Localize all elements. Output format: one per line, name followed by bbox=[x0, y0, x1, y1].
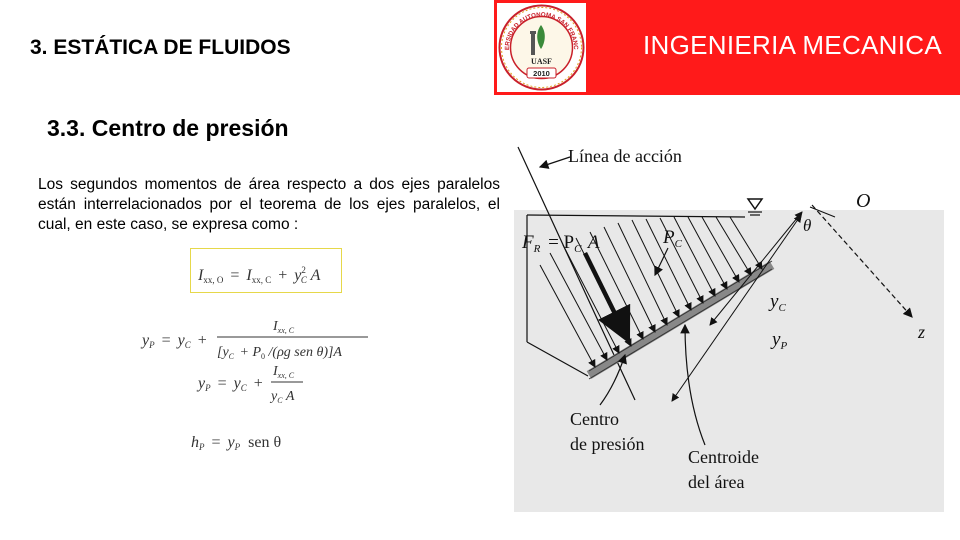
dimension-yC bbox=[710, 212, 802, 325]
university-logo bbox=[497, 3, 586, 92]
section-title: 3. ESTÁTICA DE FLUIDOS bbox=[30, 36, 291, 59]
svg-text:Ixx, C: $I_{xx, C}$ bbox=[273, 364, 295, 380]
equation-yp-pressure bbox=[140, 319, 368, 363]
equation-parallel-axis bbox=[197, 265, 321, 287]
label-z: z bbox=[918, 322, 926, 342]
svg-text:yP = yC +: yP = yC + bbox=[198, 375, 263, 393]
pressure-boundary bbox=[527, 215, 745, 217]
svg-text:hP = yP sen: hP = yP sen θ bbox=[191, 434, 282, 452]
label-pressure-at-centroid: $P_C$ bbox=[663, 227, 682, 250]
subsection-title: 3.3. Centro de presión bbox=[47, 115, 289, 141]
svg-text:yP = yC +: yP = yC + bbox=[142, 332, 207, 350]
equation-yp-simple bbox=[196, 364, 303, 407]
svg-text:yC A: $y_C$ A bbox=[271, 389, 295, 405]
svg-text:[yC + P0 /(ρg sen: [$y_C$ + $P_0$ /(ρg sen θ)]A bbox=[217, 345, 342, 361]
center-of-pressure-diagram bbox=[500, 135, 960, 515]
logo-abbrev: UASF bbox=[531, 57, 552, 66]
logo-year: 2010 bbox=[533, 69, 550, 78]
equation-hp bbox=[191, 434, 281, 454]
label-theta: θ bbox=[803, 216, 812, 235]
label-center-of-pressure-1: Centro bbox=[570, 409, 619, 429]
svg-text:Ixx, C: $I_{xx, C}$ bbox=[273, 319, 295, 335]
label-line-of-action: Línea de acción bbox=[568, 146, 682, 166]
label-yP: $y_P$ bbox=[772, 329, 788, 352]
label-center-of-pressure-2: de presión bbox=[570, 434, 645, 454]
logo-ring-text: ERSIDAD AUTONOMA SAN FRANC bbox=[503, 11, 580, 51]
label-resultant-force: $F_R$ = $P_C$ A bbox=[522, 232, 600, 255]
label-yC: $y_C$ bbox=[770, 291, 786, 314]
label-O: O bbox=[856, 190, 871, 212]
free-surface-icon bbox=[748, 199, 762, 215]
body-paragraph: Los segundos momentos de área respecto a dos ejes paralelos están interrelacionados por el teorema de los ejes paralelos, el cual, en este caso, se expresa como : bbox=[38, 176, 500, 233]
logo-seal-icon bbox=[497, 3, 586, 92]
svg-text:Ixx, O = Ixx, C: Ixx, O = Ixx, C + $y^2$ C A bbox=[198, 265, 321, 285]
label-centroid-1: Centroide bbox=[688, 447, 759, 467]
z-axis bbox=[812, 205, 912, 317]
banner-title: INGENIERIA MECANICA bbox=[643, 30, 942, 60]
label-centroid-2: del área bbox=[688, 472, 745, 492]
